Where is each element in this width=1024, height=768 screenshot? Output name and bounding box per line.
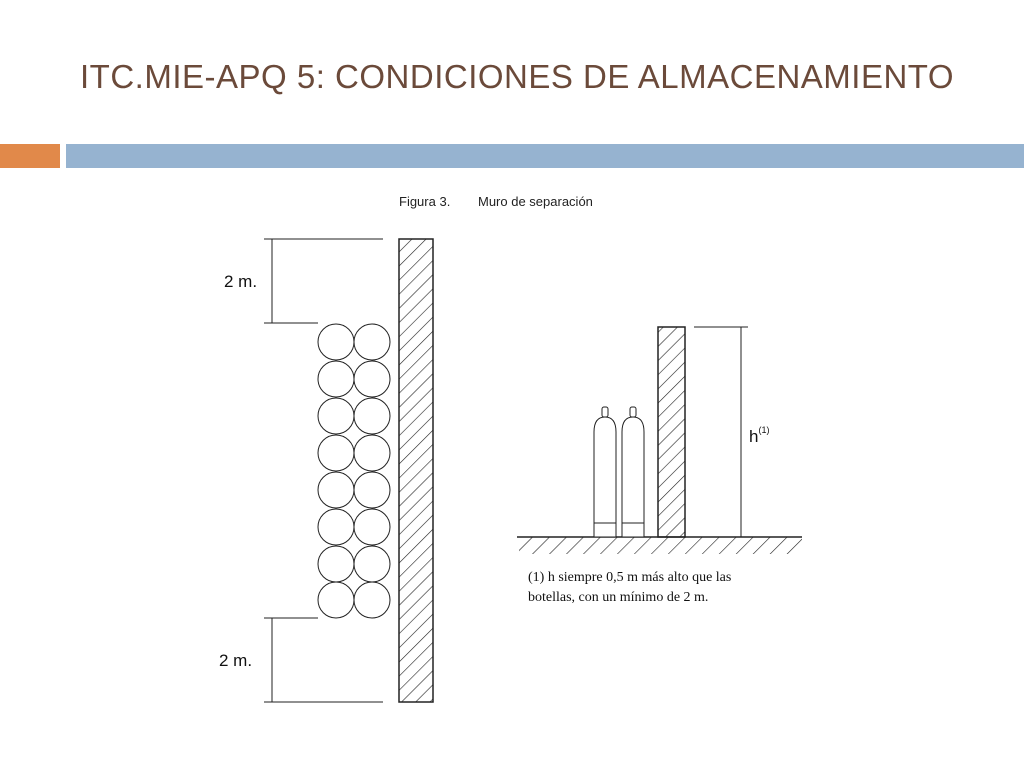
footnote-line-2: botellas, con un mínimo de 2 m. <box>528 590 709 605</box>
ground-hatch <box>519 537 802 554</box>
cylinder-stack <box>318 324 390 618</box>
cylinder-circle <box>354 361 390 397</box>
cylinder-circle <box>318 546 354 582</box>
left-diagram <box>219 239 433 702</box>
cylinder-circle <box>354 435 390 471</box>
figure-caption-title: Muro de separación <box>478 194 593 209</box>
cylinder-circle <box>318 472 354 508</box>
separation-wall-left <box>399 239 433 702</box>
cylinder-circle <box>318 435 354 471</box>
slide-title: ITC.MIE-APQ 5: CONDICIONES DE ALMACENAMIENTO <box>80 58 955 95</box>
cylinder-circle <box>354 472 390 508</box>
footnote-line-1: (1) h siempre 0,5 m más alto que las <box>528 570 732 585</box>
gas-bottle <box>622 407 644 537</box>
cylinder-circle <box>318 398 354 434</box>
cylinder-circle <box>354 324 390 360</box>
right-diagram <box>517 327 802 605</box>
cylinder-circle <box>354 398 390 434</box>
cylinder-circle <box>354 546 390 582</box>
cylinder-circle <box>318 361 354 397</box>
height-label: $h^{(1)}$ <box>749 425 770 446</box>
separation-wall-right <box>658 327 685 537</box>
cylinder-circle <box>354 509 390 545</box>
cylinder-circle <box>354 582 390 618</box>
gas-bottle <box>594 407 616 537</box>
bottom-dimension-label: 2 m. <box>219 651 253 670</box>
top-dimension-label: 2 m. <box>224 272 258 291</box>
cylinder-circle <box>318 324 354 360</box>
cylinder-circle <box>318 509 354 545</box>
cylinder-circle <box>318 582 354 618</box>
figure-caption-label: Figura 3. <box>399 194 451 209</box>
